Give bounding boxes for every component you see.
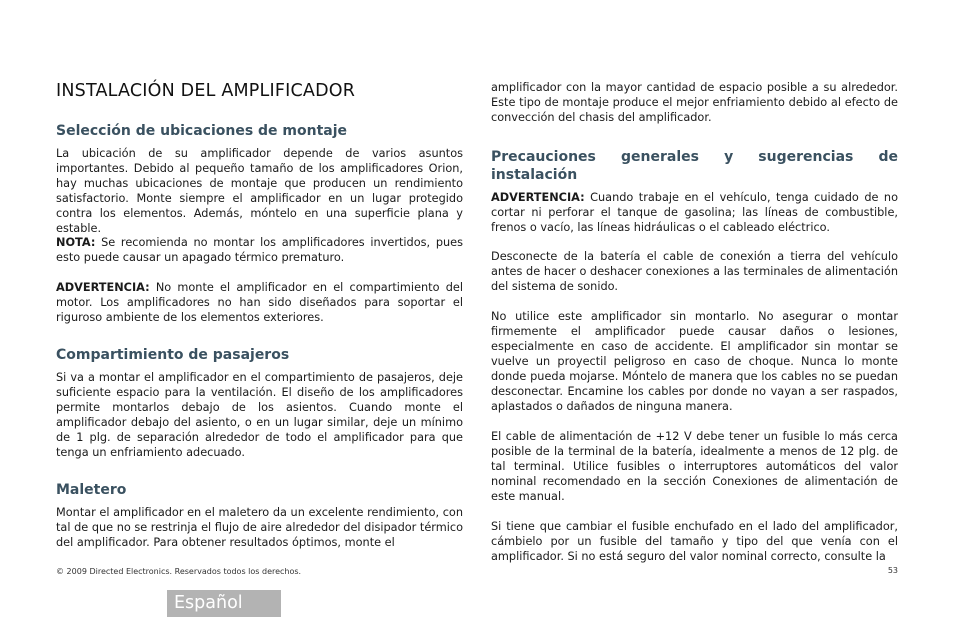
warning-text: Cuando trabaje en el vehículo, tenga cuidado de no cortar ni perforar el tanque de gasolina; las líneas de combustible, frenos o vacío, las líneas hidráulicas o el cableado eléctrico. [491,191,898,234]
section-heading-trunk: Maletero [56,482,127,498]
paragraph-replace-fuse: Si tiene que cambiar el fusible enchufado en el lado del amplificador, cámbielo por un fusible del tamaño y tipo del que venía con el amplificador. Si no está seguro del valor nominal correcto, consulte la [491,520,898,563]
paragraph-mounting-intro: La ubicación de su amplificador depende de varios asuntos importantes. Debido al pequeño tamaño de los amplificadores Orion, hay muchas ubicaciones de montaje que producen un rendimiento satisfactorio. Monte siempre el amplificador en un lugar protegido contra los elementos. Además, móntelo en una superficie plana y estable. [56,147,463,235]
language-tab: Español [167,590,281,617]
section-heading-passenger-compartment: Compartimiento de pasajeros [56,347,290,363]
paragraph-warning-vehicle [491,190,898,235]
paragraph-warning-engine [56,280,463,325]
note-label: NOTA: [56,236,96,249]
warning-label: ADVERTENCIA: [56,281,150,294]
paragraph-passenger-compartment: Si va a montar el amplificador en el compartimiento de pasajeros, deje suficiente espacio para la ventilación. El diseño de los amplificadores permite montarlos debajo de los asientos. Cuando monte el amplificador debajo del asiento, o en un lugar similar, deje un mínimo de 1 plg. de separación alrededor de todo el amplificador para que tenga un enfriamiento adecuado. [56,371,463,459]
page-number: 53 [887,566,898,575]
page-title: INSTALACIÓN DEL AMPLIFICADOR [56,81,356,101]
copyright-notice: © 2009 Directed Electronics. Reservados todos los derechos. [56,567,302,576]
paragraph-trunk: Montar el amplificador en el maletero da un excelente rendimiento, con tal de que no se restrinja el flujo de aire alrededor del disipador térmico del amplificador. Para obtener resultados óptimos, monte el [56,506,463,549]
warning-text: No monte el amplificador en el compartimiento del motor. Los amplificadores no han sido diseñados para soportar el riguroso ambiente de los elementos exteriores. [56,281,463,324]
warning-label: ADVERTENCIA: [491,191,585,204]
section-heading-general-precautions: Precauciones generales y sugerencias de instalación [491,149,898,183]
paragraph-mount-securely: No utilice este amplificador sin montarlo. No asegurar o montar firmemente el amplificador puede causar daños o lesiones, especialmente en caso de accidente. El amplificador sin montar se vuelve un proyectil peligroso en caso de choque. Nunca lo monte donde pueda mojarse. Móntelo de manera que los cables no se puedan desconectar. Encamine los cables por donde no vayan a ser raspados, aplastados o dañados de ninguna manera. [491,310,898,413]
paragraph-power-fuse: El cable de alimentación de +12 V debe tener un fusible lo más cerca posible de la terminal de la batería, idealmente a menos de 12 plg. de tal terminal. Utilice fusibles o interruptores automáticos del valor nominal recomendado en la sección Conexiones de alimentación de este manual. [491,430,898,503]
paragraph-note [56,235,463,265]
section-heading-mounting-locations: Selección de ubicaciones de montaje [56,123,348,139]
note-text: Se recomienda no montar los amplificadores invertidos, pues esto puede causar un apagado térmico prematuro. [56,236,463,264]
paragraph-trunk-continued: amplificador con la mayor cantidad de espacio posible a su alrededor. Este tipo de montaje produce el mejor enfriamiento debido al efecto de convección del chasis del amplificador. [491,81,898,124]
paragraph-disconnect-battery: Desconecte de la batería el cable de conexión a tierra del vehículo antes de hacer o deshacer conexiones a las terminales de alimentación del sistema de sonido. [491,250,898,293]
